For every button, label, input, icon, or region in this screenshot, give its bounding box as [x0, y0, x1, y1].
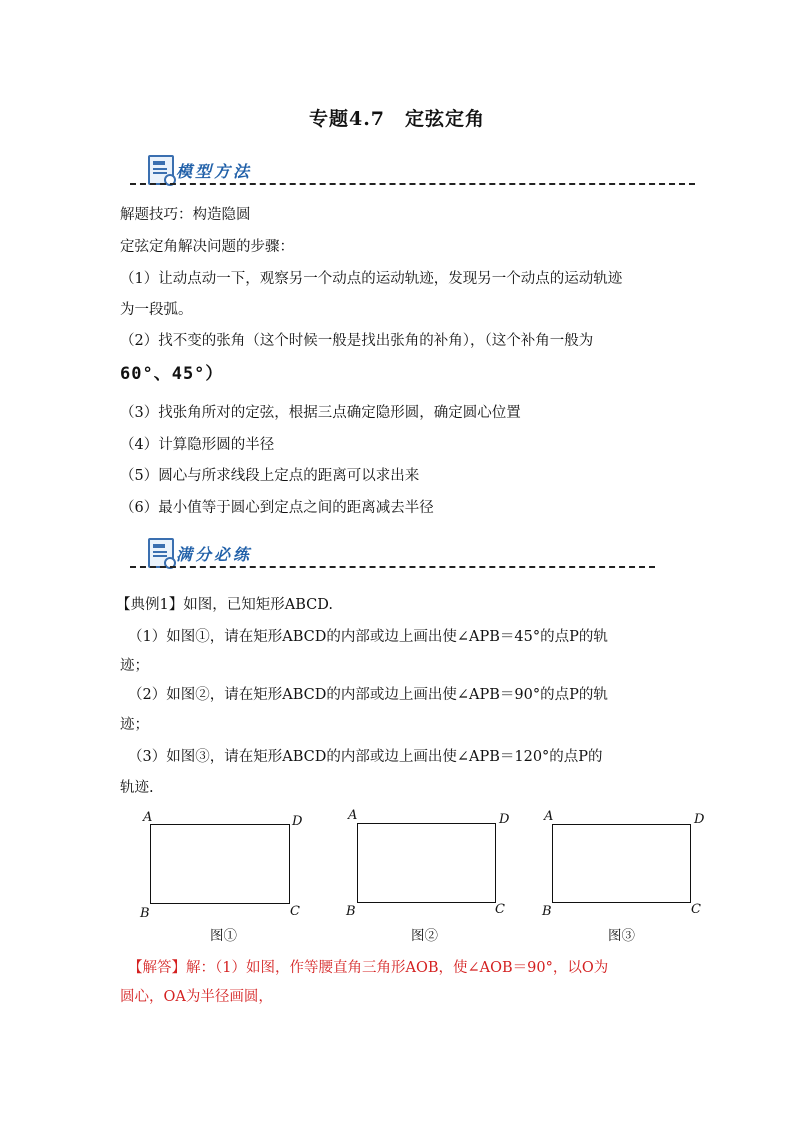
rectangle-abcd	[357, 823, 496, 903]
page-title: 专题4.7 定弦定角	[308, 108, 486, 130]
label-c: C	[495, 902, 505, 917]
label-b: B	[542, 904, 552, 919]
step-3: （3）找张角所对的定弦，根据三点确定隐形圆，确定圆心位置	[120, 405, 521, 421]
question-1-line-2: 迹；	[120, 658, 149, 674]
rectangle-abcd	[552, 824, 691, 903]
label-a: A	[544, 809, 554, 824]
label-a: A	[348, 808, 358, 823]
label-a: A	[143, 810, 153, 825]
steps-heading: 定弦定角解决问题的步骤：	[120, 239, 294, 255]
label-d: D	[499, 812, 510, 827]
label-b: B	[346, 904, 356, 919]
figure-caption: 图①	[210, 928, 237, 944]
label-c: C	[691, 902, 701, 917]
question-2-line-1: （2）如图②，请在矩形ABCD的内部或边上画出使∠APB＝90°的点P的轨	[128, 687, 608, 703]
answer-line-1: 【解答】解：（1）如图，作等腰直角三角形AOB，使∠AOB＝90°，以O为	[128, 960, 609, 976]
section-header-method	[130, 155, 695, 195]
step-2-line-1: （2）找不变的张角（这个时候一般是找出张角的补角），（这个补角一般为	[120, 333, 594, 349]
document-search-icon	[148, 538, 174, 568]
label-b: B	[140, 906, 150, 921]
section-title-method: 模型方法	[176, 162, 253, 181]
section-header-practice	[130, 538, 655, 578]
figure-3	[540, 808, 710, 943]
document-search-icon	[148, 155, 174, 185]
question-1-line-1: （1）如图①，请在矩形ABCD的内部或边上画出使∠APB＝45°的点P的轨	[128, 629, 608, 645]
step-5: （5）圆心与所求线段上定点的距离可以求出来	[120, 468, 420, 484]
label-c: C	[290, 904, 300, 919]
dashed-divider	[130, 183, 695, 185]
example-intro: 【典例1】如图，已知矩形ABCD.	[116, 597, 333, 613]
question-2-line-2: 迹；	[120, 717, 149, 733]
dashed-divider	[130, 566, 655, 568]
step-4: （4）计算隐形圆的半径	[120, 437, 275, 453]
question-3-line-1: （3）如图③，请在矩形ABCD的内部或边上画出使∠APB＝120°的点P的	[128, 749, 603, 765]
figure-1	[140, 808, 310, 943]
figure-caption: 图②	[411, 928, 438, 944]
figure-caption: 图③	[608, 928, 635, 944]
step-1-line-2: 为一段弧。	[120, 302, 193, 318]
label-d: D	[292, 814, 303, 829]
section-title-practice: 满分必练	[176, 545, 253, 564]
figure-2	[344, 808, 514, 943]
step-1-line-1: （1）让动点动一下，观察另一个动点的运动轨迹，发现另一个动点的运动轨迹	[120, 271, 623, 287]
label-d: D	[694, 812, 705, 827]
question-3-line-2: 轨迹.	[120, 780, 154, 796]
answer-line-2: 圆心，OA为半径画圆，	[120, 989, 273, 1005]
step-2-angles: 60°、45°）	[120, 364, 224, 384]
skill-text: 解题技巧：构造隐圆	[120, 207, 251, 223]
rectangle-abcd	[150, 824, 290, 904]
step-6: （6）最小值等于圆心到定点之间的距离减去半径	[120, 500, 434, 516]
